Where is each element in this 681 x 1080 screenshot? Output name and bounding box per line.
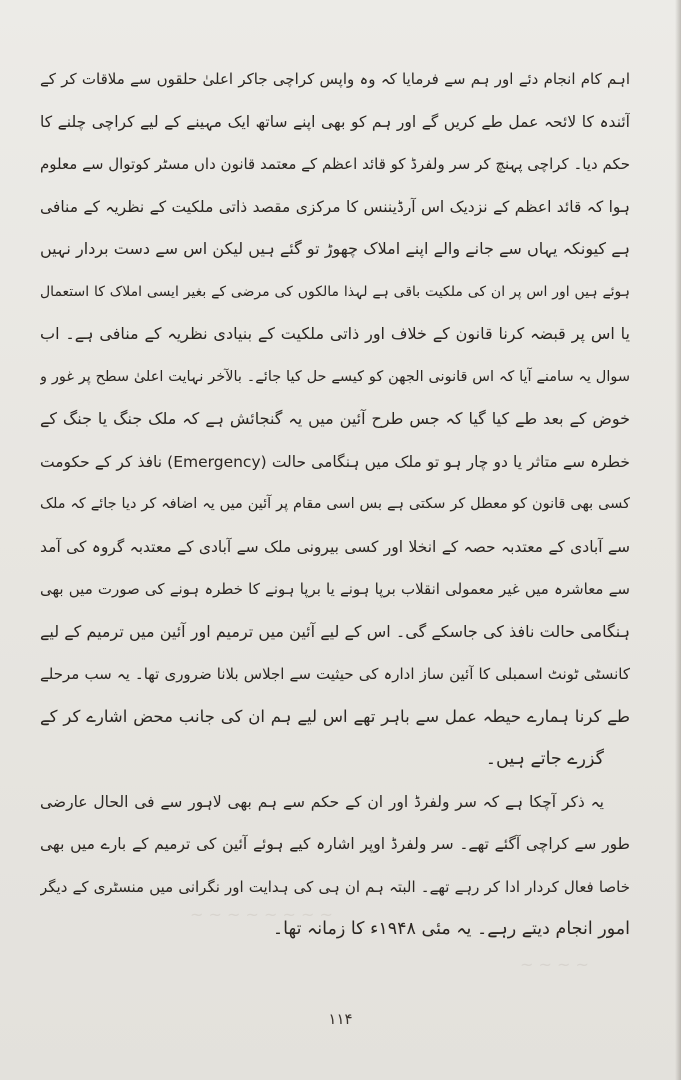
text-line: سے معاشرہ میں غیر معمولی انقلاب برپا ہونے یا برپا ہونے کا خطرہ ہونے کی صورت میں بھی xyxy=(40,580,630,598)
bleed-through-text: ~ ~ ~ ~ ~ ~ ~ ~ xyxy=(190,905,333,924)
text-line: طے کرنا ہمارے حیطہ عمل سے باہر تھے اس لیے ہم ان کی جانب محض اشارے کر کے xyxy=(40,706,630,726)
text-line: آئندہ کا لائحہ عمل طے کریں گے اور ہم کو بھی اپنے ساتھ ایک مہینے کے لیے کراچی چلنے کا xyxy=(40,112,630,131)
text-line: ہے کیونکہ یہاں سے جانے والے اپنے املاک چھوڑ تو گئے ہیں لیکن اس سے دست بردار نہیں xyxy=(40,239,630,258)
text-line: طور سے کراچی آگئے تھے۔ سر ولفرڈ اوپر اشارہ کیے ہوئے آئین کی ترمیم کے بارے میں بھی xyxy=(40,835,630,853)
page-edge-shadow xyxy=(675,0,681,1080)
text-line: اہم کام انجام دئے اور ہم سے فرمایا کہ وہ واپس کراچی جاکر اعلیٰ حلقوں سے ملاقات کر کے xyxy=(40,70,630,88)
text-line: سے آبادی کے معتدبہ حصہ کے انخلا اور کسی بیرونی ملک سے آبادی کے معتدبہ گروہ کی آمد xyxy=(40,537,630,556)
text-line: ہوا کہ قائد اعظم کے نزدیک اس آرڈیننس کا مرکزی مقصد ذاتی ملکیت کے نظریہ کے منافی xyxy=(40,197,630,216)
text-line: خطرہ سے متاثر یا دو چار ہو تو ملک میں ہنگامی حالت (Emergency) نافذ کر کے حکومت xyxy=(40,452,630,471)
text-line: یہ ذکر آچکا ہے کہ سر ولفرڈ اور ان کے حکم سے ہم بھی لاہور سے فی الحال عارضی xyxy=(40,792,604,811)
text-line: امور انجام دیتے رہے۔ یہ مئی ۱۹۴۸ء کا زمانہ تھا۔ xyxy=(272,919,630,939)
bleed-through-text: ~ ~ ~ ~ xyxy=(520,955,589,974)
text-line: ہوئے ہیں اور اس پر ان کی ملکیت باقی ہے لہذا مالکوں کی مرضی کے بغیر ایسی املاک کا استعمال xyxy=(40,283,630,300)
text-line: خاصا فعال کردار ادا کر رہے تھے۔ البتہ ہم ان ہی کی ہدایت اور نگرانی میں منسٹری کے دیگر xyxy=(40,877,630,896)
text-line: یا اس پر قبضہ کرنا قانون کے خلاف اور ذاتی ملکیت کے بنیادی نظریہ کے منافی ہے۔ اب xyxy=(40,324,630,343)
text-line: کسی بھی قانون کو معطل کر سکتی ہے بس اسی مقام پر آئین میں یہ اضافہ کر دیا جائے کہ ملک xyxy=(40,496,630,512)
text-line: گزرے جاتے ہیں۔ xyxy=(485,749,604,769)
body-text xyxy=(40,58,630,951)
text-line: سوال یہ سامنے آیا کہ اس قانونی الجھن کو کیسے حل کیا جائے۔ بالآخر نہایت اعلیٰ سطح پر غور و xyxy=(40,368,630,385)
text-line: کانسٹی ٹونٹ اسمبلی کا آئین ساز ادارہ کی حیثیت سے اجلاس بلانا ضروری تھا۔ یہ سب مرحلے xyxy=(40,665,630,683)
page-number: ۱۱۴ xyxy=(328,1010,353,1028)
text-line: خوض کے بعد طے کیا گیا کہ جس طرح آئین میں یہ گنجائش ہے کہ ملک جنگ یا جنگ کے xyxy=(40,409,630,428)
text-line: ہنگامی حالت نافذ کی جاسکے گی۔ اس کے لیے آئین میں ترمیم اور آئین میں ترمیم کے لیے xyxy=(40,621,630,641)
text-line: حکم دیا۔ کراچی پہنچ کر سر ولفرڈ کو قائد اعظم کے معتمد قانون داں مسٹر کوتوال سے معلوم xyxy=(40,155,630,173)
